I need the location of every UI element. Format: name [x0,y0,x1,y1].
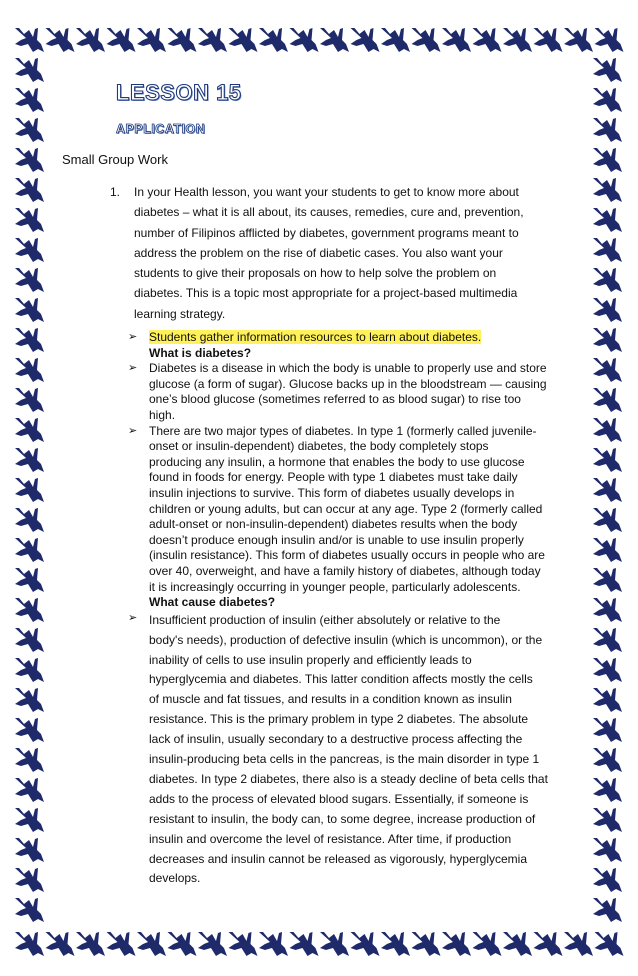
arrow-bullet-icon: ➢ [128,331,138,343]
bullet-item [128,611,568,890]
bullet-line: diabetes. In type 2 diabetes, there also is a steady decline of beta cells that [149,771,548,786]
arrow-bullet-icon: ➢ [128,424,138,437]
bullet-line: adult-onset or non-insulin-dependent) diabetes results when the body [149,517,518,532]
bullet-line: resistance. This is the primary problem in type 2 diabetes. The absolute [149,712,529,727]
bullet-line: adds to the process of elevated blood sugars. Essentially, if someone is [149,791,529,806]
bullet-line: Diabetes is a disease in which the body is unable to properly use and store [149,361,547,376]
bullet-line: body's needs), production of defective insulin (which is uncommon), or the [149,632,543,647]
item-line: diabetes – what it is all about, its causes, remedies, cure and, prevention, [134,205,524,220]
item-line: diabetes. This is a topic most appropriate for a project-based multimedia [134,286,518,301]
bullet-line: insulin and overcome the level of resistance. After time, if production [149,831,512,846]
bullet-line: develops. [149,871,201,886]
highlighted-bullet: Students gather information resources to learn about diabetes. [149,330,482,344]
bullet-line: producing any insulin, a hormone that enables the body to use glucose [149,454,525,469]
group-heading: Small Group Work [62,152,168,167]
bullet-line: of muscle and fat tissues, and results in a condition known as insulin [149,692,512,707]
item-line: address the problem on the rise of diabetic cases. You also want your [134,245,503,260]
bullet-line: one’s blood glucose (sometimes referred to as blood sugar) to rise too [149,392,521,407]
numbered-item [110,182,550,324]
bullet-line: doesn’t produce enough insulin and/or is unable to use insulin properly [149,532,524,547]
arrow-bullet-icon: ➢ [128,362,138,375]
bullet-line: children or young adults, but can occur at any age. Type 2 (formerly called [149,501,543,516]
bullet-list [128,330,568,889]
bullet-line: resistant to insulin, the body can, to some degree, increase production of [149,811,536,826]
bullet-line: glucose (a form of sugar). Glucose backs up in the bloodstream — causing [149,376,547,391]
bullet-line: insulin-producing beta cells in the pancreas, is the main disorder in type 1 [149,752,540,767]
subheading-what-cause: What cause diabetes? [149,595,276,610]
bullet-item [128,361,568,423]
bullet-line: inability of cells to use insulin properly and efficiently leads to [149,652,472,667]
bullet-line: (insulin resistance). This form of diabetes usually occurs in people who are [149,548,545,563]
bullet-line: decreases and insulin cannot be released as vigorously, hyperglycemia [149,851,527,866]
bullet-item [128,424,568,596]
item-line: In your Health lesson, you want your students to get to know more about [134,185,519,199]
bullet-line: There are two major types of diabetes. In type 1 (formerly called juvenile- [149,423,537,438]
item-line: learning strategy. [134,306,226,321]
bullet-line: hyperglycemia and diabetes. This latter condition affects mostly the cells [149,672,533,687]
bullet-line: found in foods for energy. People with type 1 diabetes must take daily [149,470,518,485]
item-line: number of Filipinos afflicted by diabetes, government programs meant to [134,225,519,240]
arrow-bullet-icon: ➢ [128,611,138,624]
bullet-item [128,330,568,346]
subheading-what-is: What is diabetes? [149,345,252,360]
bullet-line: lack of insulin, usually secondary to a destructive process affecting the [149,732,523,747]
bullet-line: over 40, overweight, and have a family history of diabetes, although today [149,563,541,578]
bullet-line: it is increasingly occurring in younger people, particularly adolescents. [149,579,521,594]
section-title: APPLICATION [116,122,206,136]
item-line: students to give their proposals on how to help solve the problem on [134,266,497,281]
bullet-line: high. [149,407,176,422]
item-number: 1. [110,185,121,199]
bullet-line: insulin injections to survive. This form of diabetes usually develops in [149,485,515,500]
bullet-line: onset or insulin-dependent) diabetes, the body completely stops [149,439,489,454]
lesson-title: LESSON 15 [116,80,242,105]
bullet-line: Insufficient production of insulin (either absolutely or relative to the [149,612,501,627]
